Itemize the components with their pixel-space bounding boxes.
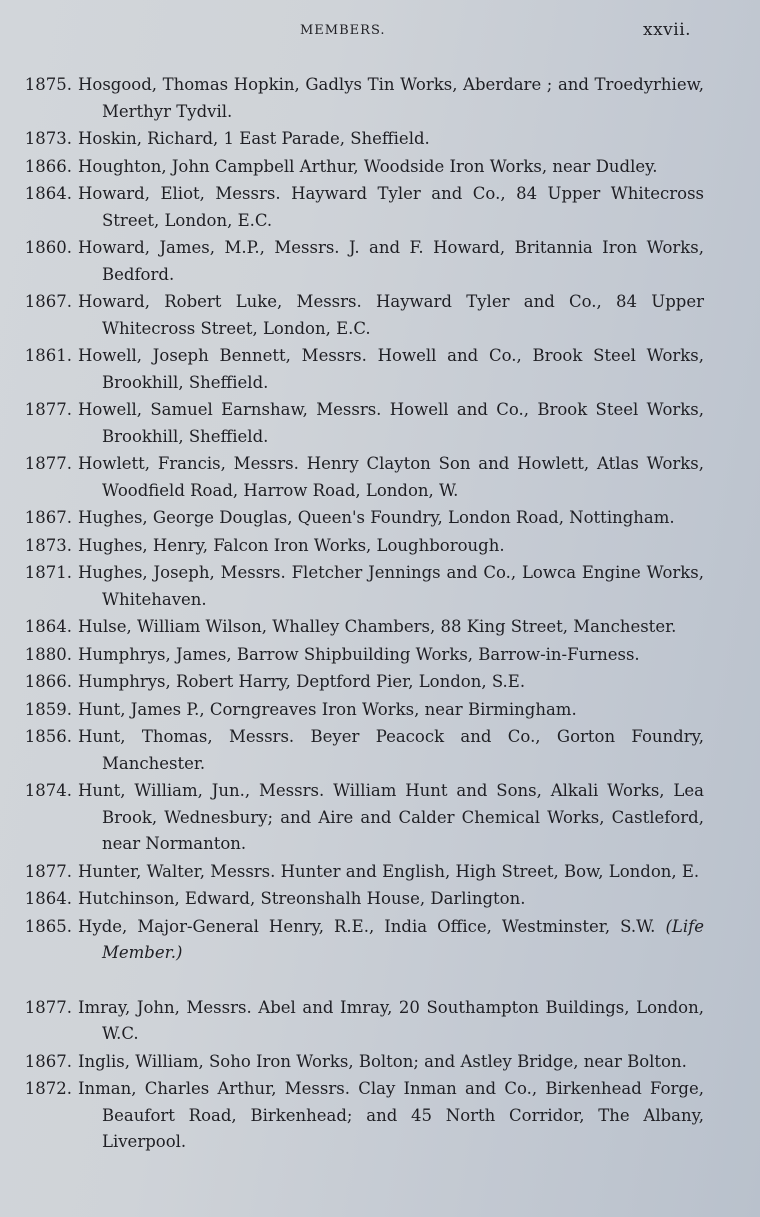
member-details: Hughes, George Douglas, Queen's Foundry, London Road, Nottingham.: [78, 508, 675, 527]
page-title: MEMBERS.: [300, 23, 386, 38]
election-year: 1864.: [24, 184, 72, 203]
member-details: Imray, John, Messrs. Abel and Imray, 20 Southampton Buildings, London, W.C.: [78, 997, 704, 1043]
member-details: Inman, Charles Arthur, Messrs. Clay Inman and Co., Birkenhead Forge, Beaufort Road, Birkenhead; and 45 North Corridor, The Albany, Liverpool.: [78, 1079, 704, 1151]
election-year: 1875.: [24, 75, 72, 94]
member-entry: [0, 859, 760, 886]
election-year: 1866.: [24, 672, 72, 691]
member-entry: [0, 72, 760, 125]
election-year: 1873.: [24, 535, 72, 555]
member-details: Hughes, Henry, Falcon Iron Works, Loughborough.: [78, 535, 505, 555]
election-year: 1856.: [24, 727, 72, 746]
member-details: Humphrys, James, Barrow Shipbuilding Works, Barrow-in-Furness.: [78, 644, 640, 664]
member-entry: [0, 995, 760, 1048]
member-entry: [0, 560, 760, 613]
election-year: 1874.: [24, 781, 72, 800]
member-details: Howard, Robert Luke, Messrs. Hayward Tyler and Co., 84 Upper Whitecross Street, London, E.C.: [78, 292, 704, 338]
member-details: Howell, Joseph Bennett, Messrs. Howell and Co., Brook Steel Works, Brookhill, Sheffield.: [78, 346, 704, 392]
member-entry: [0, 533, 760, 560]
member-entry: [0, 614, 760, 641]
member-details: Hulse, William Wilson, Whalley Chambers, 88 King Street, Manchester.: [78, 617, 677, 636]
member-details: Inglis, William, Soho Iron Works, Bolton; and Astley Bridge, near Bolton.: [78, 1051, 687, 1071]
member-entry: [0, 724, 760, 777]
member-entry: [0, 669, 760, 696]
member-entry: [0, 181, 760, 234]
page-number: xxvii.: [643, 20, 692, 40]
election-year: 1877.: [24, 997, 72, 1017]
member-details: Hunt, Thomas, Messrs. Beyer Peacock and Co., Gorton Foundry, Manchester.: [78, 727, 704, 773]
election-year: 1872.: [24, 1079, 72, 1098]
member-details: Hutchinson, Edward, Streonshalh House, Darlington.: [78, 889, 526, 908]
election-year: 1877.: [24, 400, 72, 419]
member-details: Hunt, James P., Corngreaves Iron Works, near Birmingham.: [78, 699, 577, 719]
life-member-note: (Life Member.): [102, 916, 704, 962]
member-entry: [0, 1076, 760, 1156]
member-list: [0, 72, 760, 1157]
member-entry: [0, 642, 760, 669]
election-year: 1867.: [24, 292, 72, 311]
member-entry: [0, 289, 760, 342]
election-year: 1864.: [24, 617, 72, 636]
member-entry: [0, 886, 760, 913]
member-details: Howard, James, M.P., Messrs. J. and F. Howard, Britannia Iron Works, Bedford.: [78, 238, 704, 284]
member-entry: [0, 126, 760, 153]
member-details-main: Hyde, Major-General Henry, R.E., India Office, Westminster, S.W.: [78, 916, 656, 936]
member-entry: [0, 914, 760, 967]
member-details: Howard, Eliot, Messrs. Hayward Tyler and Co., 84 Upper Whitecross Street, London, E.C.: [78, 184, 704, 230]
election-year: 1873.: [24, 129, 72, 148]
election-year: 1865.: [24, 916, 72, 936]
election-year: 1866.: [24, 156, 72, 176]
member-entry: [0, 451, 760, 504]
member-details: Houghton, John Campbell Arthur, Woodside Iron Works, near Dudley.: [78, 156, 658, 176]
running-head: [0, 20, 760, 44]
election-year: 1861.: [24, 346, 72, 365]
member-details: Hosgood, Thomas Hopkin, Gadlys Tin Works, Aberdare ; and Troedyrhiew, Merthyr Tydvil.: [78, 75, 704, 121]
election-year: 1871.: [24, 563, 72, 582]
member-details: Humphrys, Robert Harry, Deptford Pier, London, S.E.: [78, 672, 526, 691]
member-entry: [0, 343, 760, 396]
member-details: Hunter, Walter, Messrs. Hunter and English, High Street, Bow, London, E.: [78, 861, 700, 881]
election-year: 1864.: [24, 889, 72, 908]
member-details: Howell, Samuel Earnshaw, Messrs. Howell and Co., Brook Steel Works, Brookhill, Sheffield.: [78, 400, 704, 446]
election-year: 1867.: [24, 1051, 72, 1071]
member-details: Hughes, Joseph, Messrs. Fletcher Jennings and Co., Lowca Engine Works, Whitehaven.: [78, 563, 704, 609]
member-details: Hoskin, Richard, 1 East Parade, Sheffield.: [78, 129, 430, 148]
election-year: 1867.: [24, 508, 72, 527]
election-year: 1860.: [24, 238, 72, 257]
member-entry: [0, 1049, 760, 1076]
member-entry: [0, 154, 760, 181]
election-year: 1877.: [24, 454, 72, 473]
member-entry: [0, 505, 760, 532]
election-year: 1859.: [24, 699, 72, 719]
member-entry: [0, 778, 760, 858]
member-details: Hunt, William, Jun., Messrs. William Hunt and Sons, Alkali Works, Lea Brook, Wednesbury; and Aire and Calder Chemical Works, Castleford, near Normanton.: [78, 781, 704, 853]
election-year: 1880.: [24, 644, 72, 664]
member-entry: [0, 397, 760, 450]
member-entry: [0, 235, 760, 288]
member-details: Howlett, Francis, Messrs. Henry Clayton Son and Howlett, Atlas Works, Woodfield Road, Harrow Road, London, W.: [78, 454, 704, 500]
election-year: 1877.: [24, 861, 72, 881]
member-entry: [0, 697, 760, 724]
member-details: [78, 914, 760, 967]
